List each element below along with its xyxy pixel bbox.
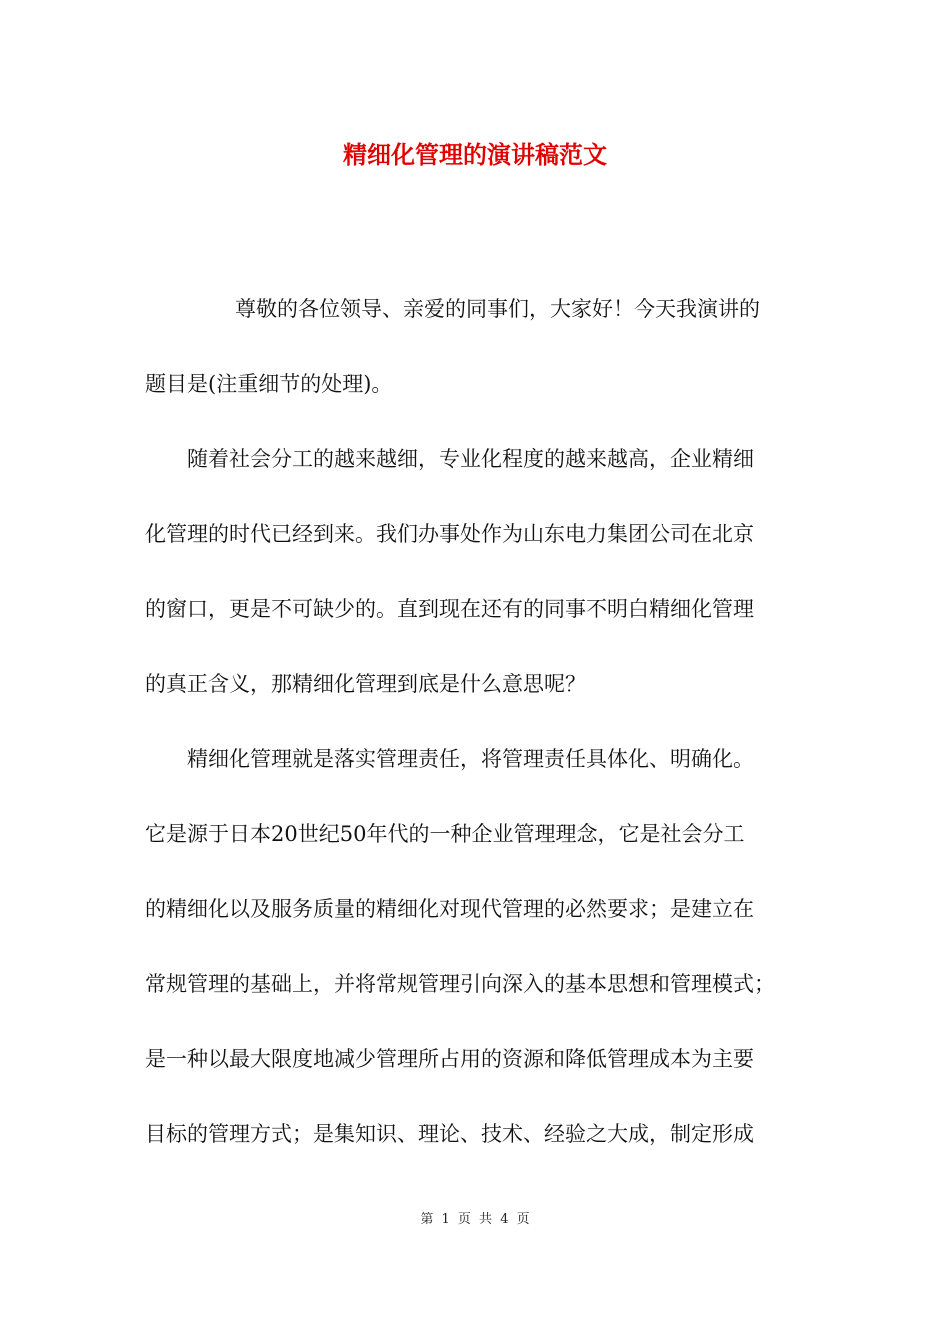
text-line: 尊敬的各位领导、亲爱的同事们，大家好！今天我演讲的 (235, 297, 760, 321)
text-line: 它是源于日本20世纪50年代的一种企业管理理念，它是社会分工 (145, 822, 745, 846)
text-line: 目标的管理方式；是集知识、理论、技术、经验之大成，制定形成 (145, 1122, 754, 1146)
text-line: 精细化管理就是落实管理责任，将管理责任具体化、明确化。 (187, 747, 754, 771)
text-line: 的真正含义，那精细化管理到底是什么意思呢？ (145, 672, 586, 696)
text-line: 的窗口，更是不可缺少的。直到现在还有的同事不明白精细化管理 (145, 597, 754, 621)
text-line: 常规管理的基础上，并将常规管理引向深入的基本思想和管理模式； (145, 972, 775, 996)
text-line: 题目是(注重细节的处理)。 (145, 372, 393, 396)
page-number-footer: 第 1 页 共 4 页 (420, 1212, 530, 1227)
text-line: 的精细化以及服务质量的精细化对现代管理的必然要求；是建立在 (145, 897, 754, 921)
document-title: 精细化管理的演讲稿范文 (343, 140, 607, 169)
document-body (145, 272, 815, 1172)
text-line: 化管理的时代已经到来。我们办事处作为山东电力集团公司在北京 (145, 522, 754, 546)
text-line: 随着社会分工的越来越细，专业化程度的越来越高，企业精细 (187, 447, 754, 471)
text-line: 是一种以最大限度地减少管理所占用的资源和降低管理成本为主要 (145, 1047, 754, 1071)
